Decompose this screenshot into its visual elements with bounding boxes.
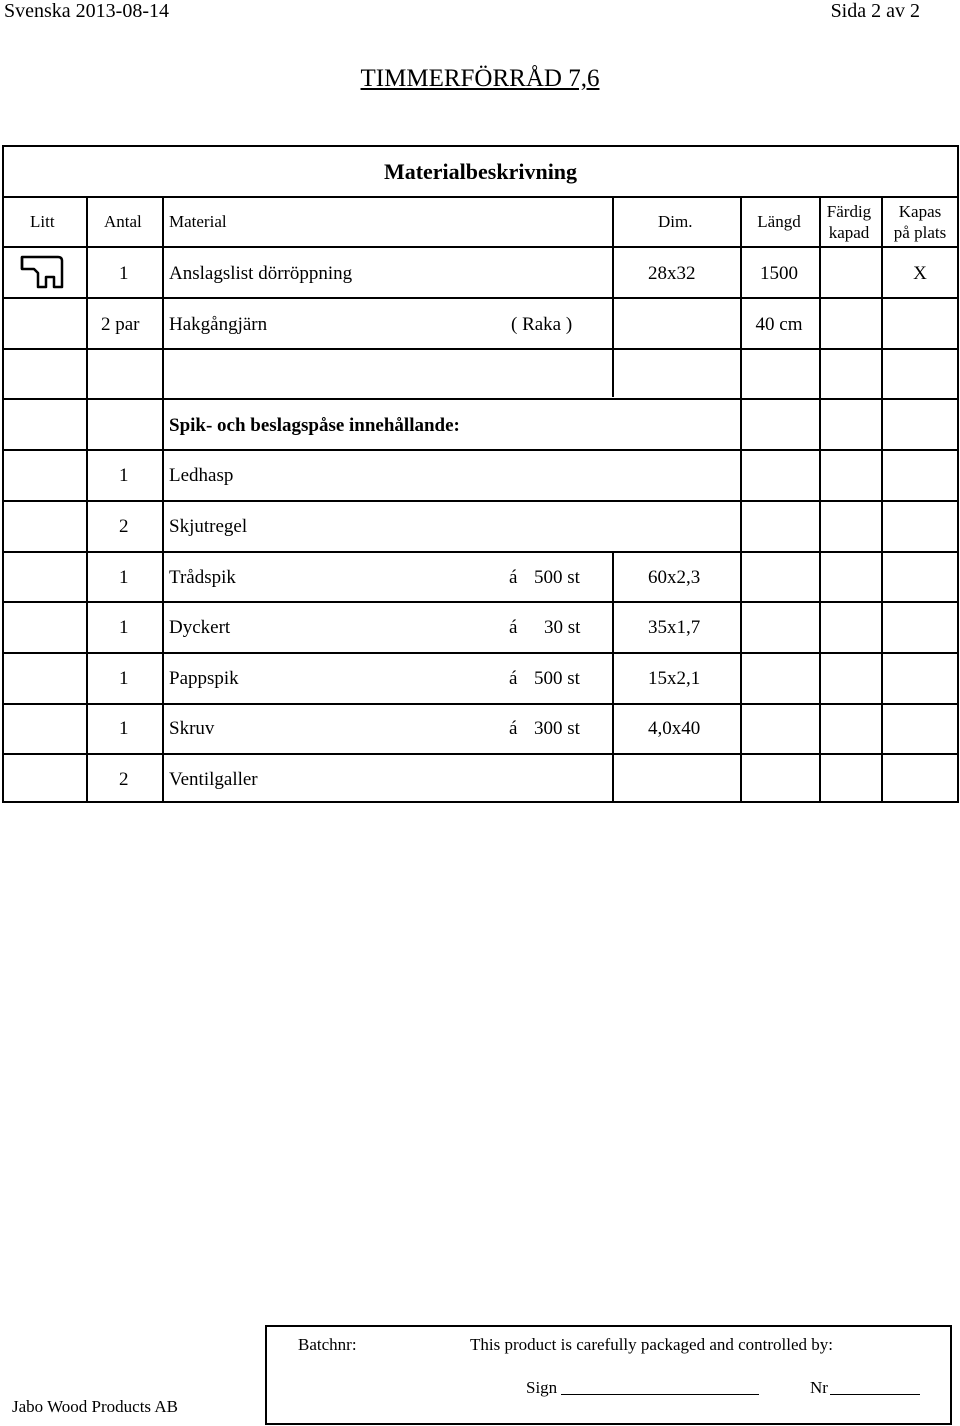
- col-material: Material: [169, 212, 227, 231]
- bag-item-qty: 500 st: [534, 567, 580, 588]
- col-langd: Längd: [757, 212, 801, 231]
- batch-label: Batchnr:: [298, 1335, 357, 1354]
- row2-antal: 2 par: [101, 314, 140, 335]
- material-table: [2, 145, 959, 803]
- bag-item-antal: 2: [119, 769, 129, 790]
- nr-label: Nr: [810, 1378, 828, 1397]
- header-date: Svenska 2013-08-14: [4, 0, 169, 22]
- bag-item-dim: 60x2,3: [648, 567, 701, 588]
- table-heading: Materialbeskrivning: [383, 159, 578, 184]
- row2-material: Hakgångjärn: [169, 314, 268, 335]
- page-title: TIMMERFÖRRÅD 7,6: [360, 65, 600, 92]
- bag-item-material: Ledhasp: [169, 465, 234, 486]
- bag-heading: Spik- och beslagspåse innehållande:: [169, 415, 460, 436]
- bag-item-material: Skjutregel: [169, 516, 248, 537]
- bag-item-dim: 4,0x40: [648, 718, 701, 739]
- row1-langd: 1500: [760, 263, 798, 284]
- bag-item-antal: 1: [119, 668, 129, 689]
- bag-item-material: Pappspik: [169, 668, 239, 689]
- bag-item-qty: 300 st: [534, 718, 580, 739]
- profile-icon: [20, 253, 64, 291]
- col-antal: Antal: [104, 212, 142, 231]
- row2-note: ( Raka ): [511, 314, 573, 335]
- row2-langd: 40 cm: [755, 314, 803, 335]
- bag-item-a: á: [509, 617, 518, 638]
- bag-item-antal: 1: [119, 718, 129, 739]
- bag-item-qty: 30 st: [544, 617, 581, 638]
- bag-item-a: á: [509, 668, 518, 689]
- bag-item-material: Dyckert: [169, 617, 231, 638]
- bag-item-material: Trådspik: [169, 567, 236, 588]
- bag-item-antal: 1: [119, 465, 129, 486]
- bag-item-material: Ventilgaller: [169, 769, 258, 790]
- col-kapas-line1: Kapas: [898, 202, 942, 221]
- col-fardig-line1: Färdig: [826, 202, 872, 221]
- col-litt: Litt: [30, 212, 55, 231]
- bag-item-antal: 2: [119, 516, 129, 537]
- bag-item-material: Skruv: [169, 718, 215, 739]
- row1-material: Anslagslist dörröppning: [169, 263, 353, 284]
- row1-dim: 28x32: [648, 263, 696, 284]
- bag-item-a: á: [509, 567, 518, 588]
- col-kapas-line2: på plats: [893, 223, 947, 242]
- company-name: Jabo Wood Products AB: [12, 1397, 178, 1416]
- bag-item-a: á: [509, 718, 518, 739]
- sign-label: Sign: [526, 1378, 558, 1397]
- controlled-text: This product is carefully packaged and controlled by:: [470, 1335, 834, 1354]
- row1-kapas: X: [913, 263, 927, 284]
- col-fardig-line2: kapad: [828, 223, 870, 242]
- page-number: Sida 2 av 2: [830, 0, 920, 22]
- bag-item-antal: 1: [119, 617, 129, 638]
- bag-item-antal: 1: [119, 567, 129, 588]
- sign-line: [561, 1394, 759, 1395]
- bag-item-dim: 15x2,1: [648, 668, 701, 689]
- col-dim: Dim.: [658, 212, 693, 231]
- row1-antal: 1: [119, 263, 129, 284]
- nr-line: [830, 1394, 920, 1395]
- bag-item-dim: 35x1,7: [648, 617, 701, 638]
- bag-item-qty: 500 st: [534, 668, 580, 689]
